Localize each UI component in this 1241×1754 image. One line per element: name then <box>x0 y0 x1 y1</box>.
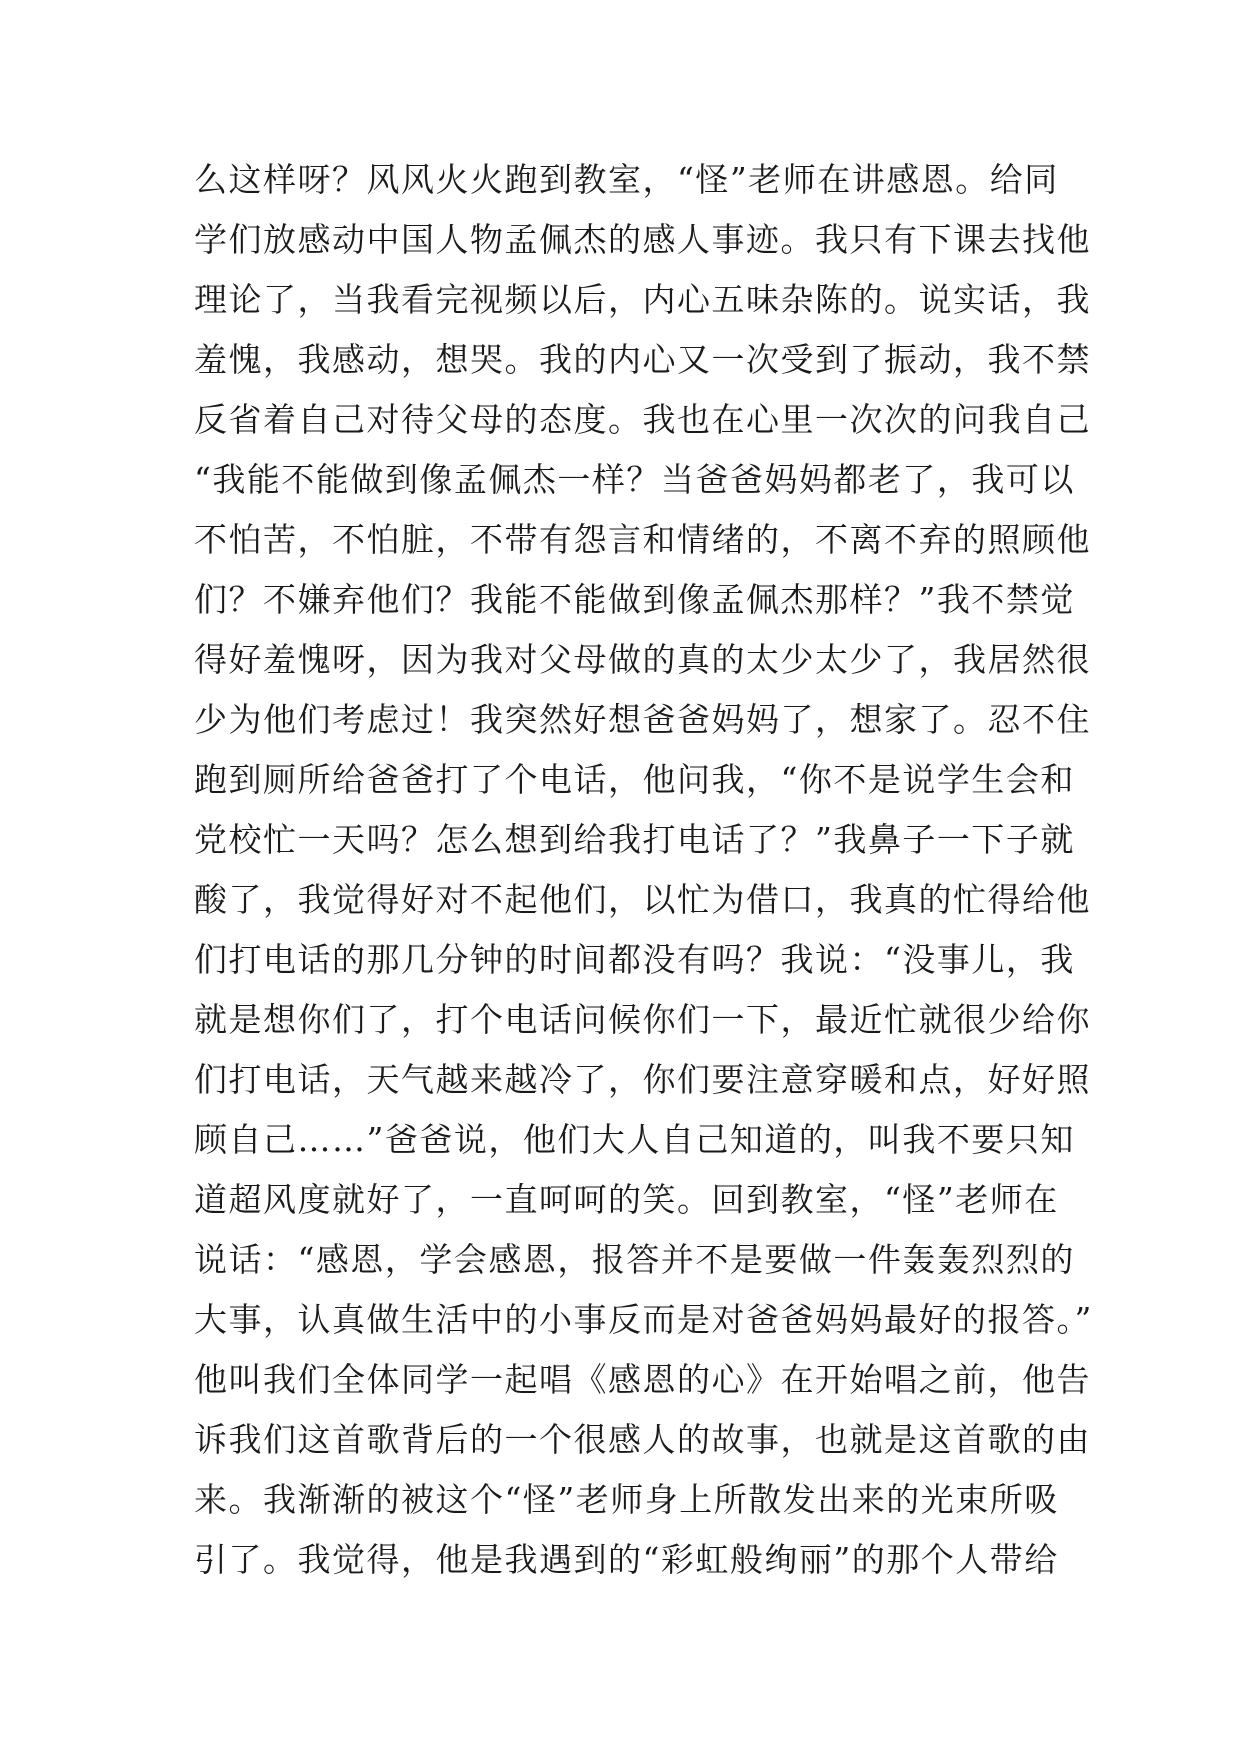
text-line: 得好羞愧呀，因为我对父母做的真的太少太少了，我居然很 <box>194 640 1091 679</box>
text-line: 顾自己……”爸爸说，他们大人自己知道的，叫我不要只知 <box>194 1120 1075 1159</box>
text-line: 们打电话，天气越来越冷了，你们要注意穿暖和点，好好照 <box>194 1060 1091 1099</box>
body-text <box>194 150 1093 1590</box>
text-line: 理论了，当我看完视频以后，内心五味杂陈的。说实话，我 <box>194 280 1091 319</box>
text-line: 少为他们考虑过！我突然好想爸爸妈妈了，想家了。忍不住 <box>194 700 1091 739</box>
text-line: 说话：“感恩，学会感恩，报答并不是要做一件轰轰烈烈的 <box>194 1240 1075 1279</box>
text-line: 诉我们这首歌背后的一个很感人的故事，也就是这首歌的由 <box>194 1420 1091 1459</box>
text-line: 他叫我们全体同学一起唱《感恩的心》在开始唱之前，他告 <box>194 1360 1091 1399</box>
text-line: 们打电话的那几分钟的时间都没有吗？我说：“没事儿，我 <box>194 940 1075 979</box>
text-line: 不怕苦，不怕脏，不带有怨言和情绪的，不离不弃的照顾他 <box>194 520 1091 559</box>
text-line: 么这样呀？风风火火跑到教室，“怪”老师在讲感恩。给同 <box>194 160 1059 199</box>
text-line: 跑到厕所给爸爸打了个电话，他问我，“你不是说学生会和 <box>194 760 1075 799</box>
text-line: 反省着自己对待父母的态度。我也在心里一次次的问我自己 <box>194 400 1091 439</box>
text-line: 学们放感动中国人物孟佩杰的感人事迹。我只有下课去找他 <box>194 220 1091 259</box>
text-line: 就是想你们了，打个电话问候你们一下，最近忙就很少给你 <box>194 1000 1091 1039</box>
text-line: 大事，认真做生活中的小事反而是对爸爸妈妈最好的报答。” <box>194 1300 1093 1339</box>
text-line: 酸了，我觉得好对不起他们，以忙为借口，我真的忙得给他 <box>194 880 1091 919</box>
text-line: 来。我渐渐的被这个“怪”老师身上所散发出来的光束所吸 <box>194 1480 1059 1519</box>
text-line: “我能不能做到像孟佩杰一样？当爸爸妈妈都老了，我可以 <box>194 460 1075 499</box>
text-line: 党校忙一天吗？怎么想到给我打电话了？”我鼻子一下子就 <box>194 820 1075 859</box>
text-line: 道超风度就好了，一直呵呵的笑。回到教室，“怪”老师在 <box>194 1180 1059 1219</box>
text-line: 们？不嫌弃他们？我能不能做到像孟佩杰那样？”我不禁觉 <box>194 580 1075 619</box>
text-line: 羞愧，我感动，想哭。我的内心又一次受到了振动，我不禁 <box>194 340 1091 379</box>
text-line: 引了。我觉得，他是我遇到的“彩虹般绚丽”的那个人带给 <box>194 1540 1059 1579</box>
